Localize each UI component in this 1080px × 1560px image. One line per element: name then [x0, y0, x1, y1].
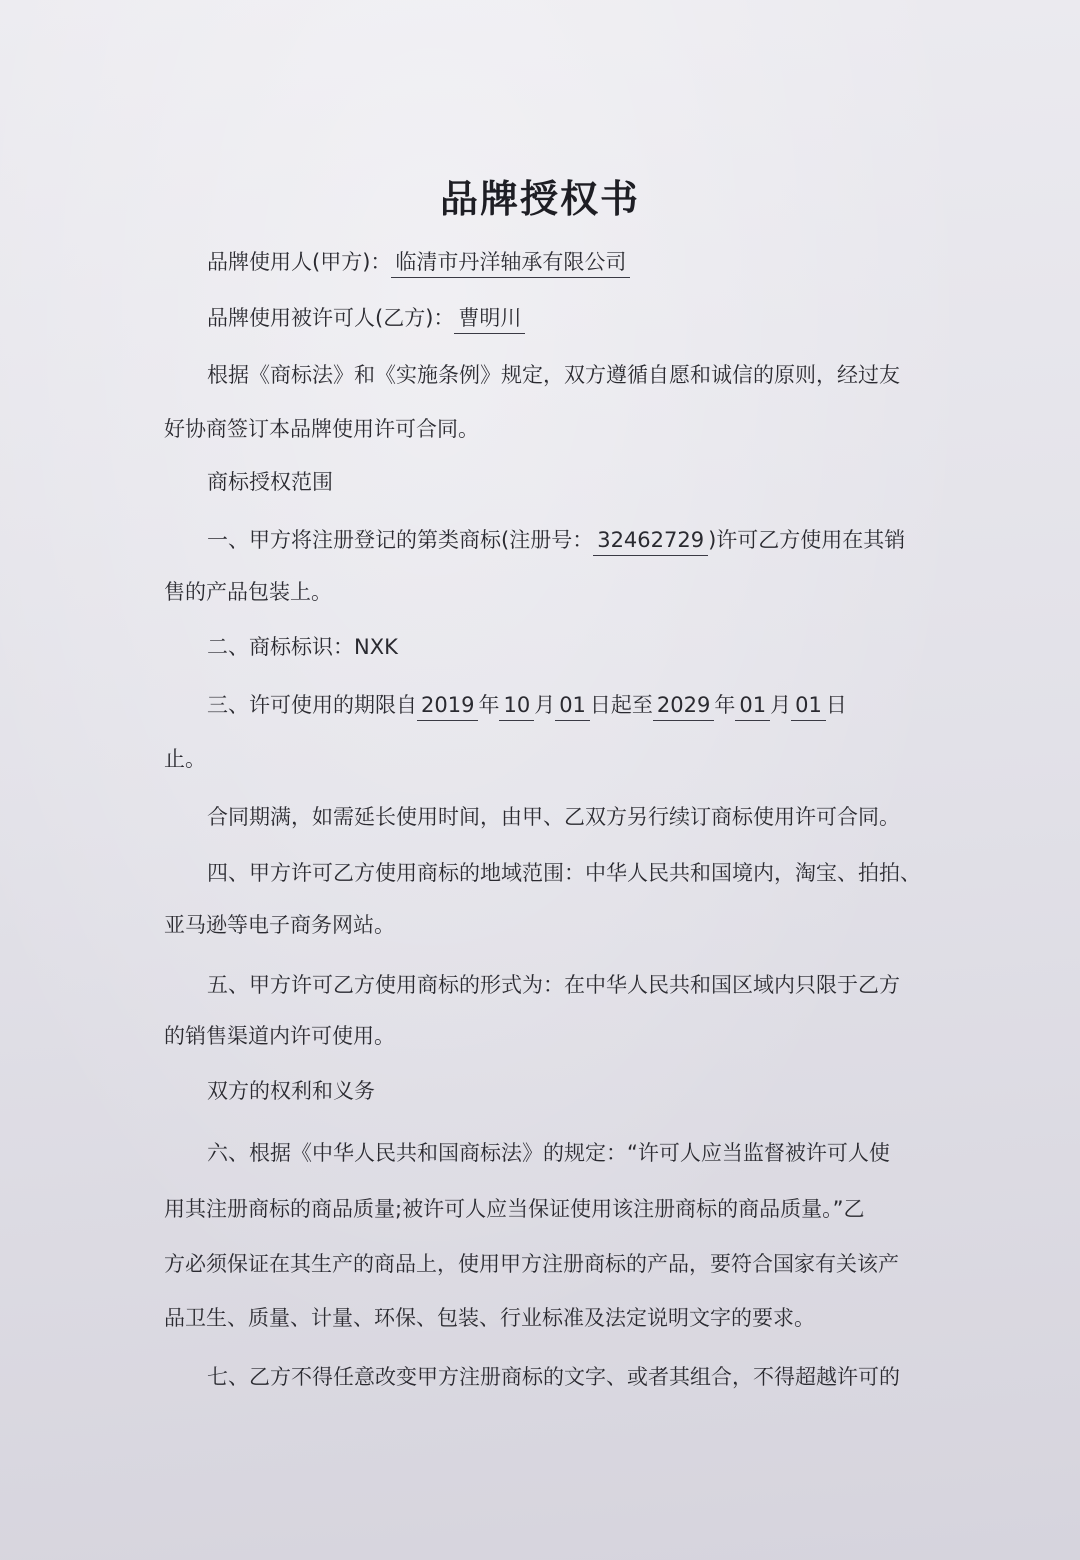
clause-1-line-1	[207, 525, 905, 556]
registration-number: 32462729	[593, 525, 708, 556]
section-heading-rights: 双方的权利和义务	[207, 1079, 375, 1103]
intro-line-2: 好协商签订本品牌使用许可合同。	[164, 417, 479, 441]
day-label-start: 日起至	[589, 693, 653, 717]
clause-6-line-1: 六、根据《中华人民共和国商标法》的规定：“许可人应当监督被许可人使	[207, 1141, 890, 1165]
intro-line-1: 根据《商标法》和《实施条例》规定，双方遵循自愿和诚信的原则，经过友	[207, 363, 900, 387]
clause-7-line-1: 七、乙方不得任意改变甲方注册商标的文字、或者其组合，不得超越许可的	[207, 1365, 900, 1389]
clause-1-suffix: )许可乙方使用在其销	[708, 528, 906, 552]
end-year: 2029	[653, 690, 714, 721]
document-title: 品牌授权书	[439, 177, 640, 221]
licensor-value: 临清市丹洋轴承有限公司	[391, 247, 630, 278]
clause-6-line-3: 方必须保证在其生产的商品上，使用甲方注册商标的产品，要符合国家有关该产	[164, 1252, 899, 1276]
licensee-value: 曹明川	[454, 303, 525, 334]
start-month: 10	[499, 690, 534, 721]
licensee-label: 品牌使用被许可人(乙方)：	[207, 306, 455, 330]
licensor-label: 品牌使用人(甲方)：	[207, 250, 392, 274]
licensor-line	[207, 247, 630, 278]
renewal-clause: 合同期满，如需延长使用时间，由甲、乙双方另行续订商标使用许可合同。	[207, 805, 900, 829]
end-day: 01	[791, 690, 826, 721]
licensee-line	[207, 303, 525, 334]
section-heading-scope: 商标授权范围	[207, 470, 333, 494]
clause-2: 二、商标标识：NXK	[207, 635, 398, 659]
clause-3-line-2: 止。	[164, 747, 206, 771]
clause-6-line-4: 品卫生、质量、计量、环保、包装、行业标准及法定说明文字的要求。	[164, 1306, 815, 1330]
year-label-2: 年	[714, 693, 736, 717]
year-label: 年	[478, 693, 500, 717]
clause-6-line-2: 用其注册商标的商品质量;被许可人应当保证使用该注册商标的商品质量。”乙	[164, 1197, 865, 1221]
clause-1-line-2: 售的产品包装上。	[164, 580, 332, 604]
clause-5-line-2: 的销售渠道内许可使用。	[164, 1024, 395, 1048]
end-month: 01	[735, 690, 770, 721]
start-day: 01	[555, 690, 590, 721]
month-label-2: 月	[770, 693, 792, 717]
clause-3-prefix: 三、许可使用的期限自	[207, 693, 417, 717]
clause-4-line-2: 亚马逊等电子商务网站。	[164, 913, 395, 937]
month-label: 月	[534, 693, 556, 717]
clause-1-prefix: 一、甲方将注册登记的第类商标(注册号：	[207, 528, 594, 552]
clause-5-line-1: 五、甲方许可乙方使用商标的形式为：在中华人民共和国区域内只限于乙方	[207, 973, 900, 997]
start-year: 2019	[417, 690, 478, 721]
day-label-end: 日	[825, 693, 847, 717]
clause-4-line-1: 四、甲方许可乙方使用商标的地域范围：中华人民共和国境内，淘宝、拍拍、	[207, 861, 921, 885]
clause-3-line-1	[207, 690, 847, 721]
